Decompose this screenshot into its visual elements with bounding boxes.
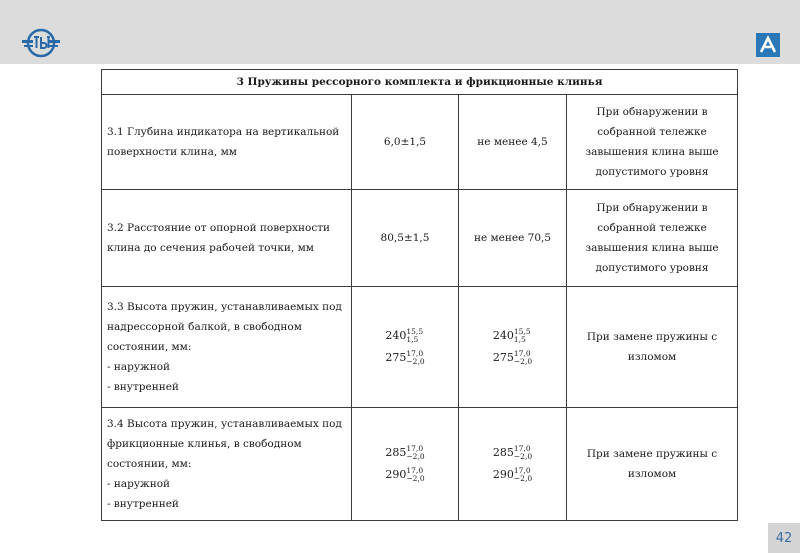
param-cell: [102, 287, 352, 408]
table-row: [102, 95, 738, 190]
param-inner: - внутренней: [107, 498, 179, 510]
note-cell: При замене пружины с изломом: [567, 287, 738, 408]
nominal-cell: 6,0±1,5: [352, 95, 459, 190]
tolerance-inner: 290 17,0 −2,0: [492, 466, 533, 483]
note-cell: При замене пружины с изломом: [567, 408, 738, 521]
param-title: 3.3 Высота пружин, устанавливаемых под надрессорной балкой, в свободном состоянии, мм:: [107, 301, 342, 353]
limit-cell: не менее 70,5: [459, 190, 567, 287]
table-row: [102, 408, 738, 521]
tolerance-inner: 275 17,0 −2,0: [492, 349, 533, 366]
header-bar: [0, 0, 800, 64]
table-header: 3 Пружины рессорного комплекта и фрикционные клинья: [102, 70, 738, 95]
company-logo-icon: [20, 27, 62, 59]
param-inner: - внутренней: [107, 381, 179, 393]
param-cell: 3.2 Расстояние от опорной поверхности клина до сечения рабочей точки, мм: [102, 190, 352, 287]
param-cell: [102, 408, 352, 521]
brand-icon: [756, 33, 780, 57]
tolerance-outer: 285 17,0 −2,0: [385, 444, 425, 461]
limit-cell: [459, 287, 567, 408]
param-title: 3.4 Высота пружин, устанавливаемых под фрикционные клинья, в свободном состоянии, мм:: [107, 418, 342, 470]
limit-cell: [459, 408, 567, 521]
param-outer: - наружной: [107, 478, 171, 490]
note-cell: При обнаружении в собранной тележке завышения клина выше допустимого уровня: [567, 190, 738, 287]
param-cell: 3.1 Глубина индикатора на вертикальной поверхности клина, мм: [102, 95, 352, 190]
note-cell: При обнаружении в собранной тележке завышения клина выше допустимого уровня: [567, 95, 738, 190]
nominal-cell: [352, 408, 459, 521]
param-outer: - наружной: [107, 361, 171, 373]
tolerance-inner: 290 17,0 −2,0: [385, 466, 425, 483]
table-row: [102, 190, 738, 287]
tolerance-outer: 285 17,0 −2,0: [492, 444, 533, 461]
spec-table: [101, 69, 738, 521]
table-row: [102, 287, 738, 408]
nominal-cell: [352, 287, 459, 408]
tolerance-inner: 275 17,0 −2,0: [385, 349, 425, 366]
tolerance-outer: 240 15,5 1,5: [385, 327, 424, 344]
limit-cell: не менее 4,5: [459, 95, 567, 190]
tolerance-outer: 240 15,5 1,5: [492, 327, 531, 344]
page-number: 42: [768, 523, 800, 553]
nominal-cell: 80,5±1,5: [352, 190, 459, 287]
